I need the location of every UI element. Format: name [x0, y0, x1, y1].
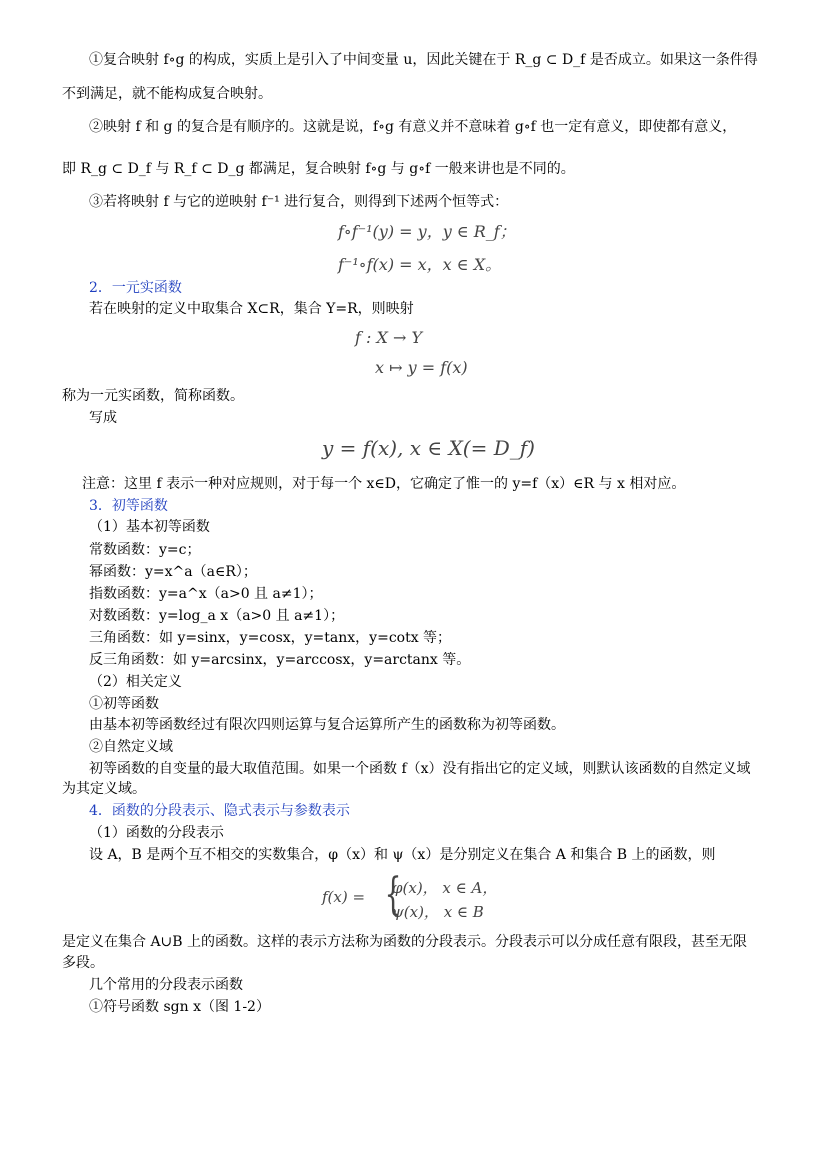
piecewise-lhs: f(x) =: [322, 888, 366, 906]
paragraph-piecewise-def-line2: 多段。: [62, 955, 104, 971]
paragraph-written-as: 写成: [89, 410, 117, 426]
paragraph-composite-order-line1: ②映射 f 和 g 的复合是有顺序的。这就是说，f∘g 有意义并不意味着 g∘f 也一定有意义，即使都有意义，: [89, 119, 737, 135]
def-elementary-title: ①初等函数: [89, 696, 159, 712]
def-natural-domain-title: ②自然定义域: [89, 739, 173, 755]
piecewise-row-2: ψ(x)， x ∈ B: [392, 903, 484, 921]
paragraph-composite-order-line2: 即 R_g ⊂ D_f 与 R_f ⊂ D_g 都满足，复合映射 f∘g 与 g∘f 一般来讲也是不同的。: [62, 161, 575, 177]
piecewise-row-1: φ(x)， x ∈ A，: [392, 879, 498, 897]
section-heading-4: 4．函数的分段表示、隐式表示与参数表示: [89, 803, 350, 819]
mapping-line-1: f : X → Y: [355, 328, 423, 347]
item-exponential-function: 指数函数：y=a^x（a>0 且 a≠1）；: [89, 586, 323, 602]
paragraph-sign-function: ①符号函数 sgn x（图 1-2）: [89, 999, 270, 1015]
item-power-function: 幂函数：y=x^a（a∈R）；: [89, 564, 257, 580]
piecewise-brace: {: [384, 869, 402, 920]
function-equation: y = f(x), x ∈ X(= D_f): [322, 436, 535, 460]
item-log-function: 对数函数：y=log_a x（a>0 且 a≠1）；: [89, 608, 345, 624]
identity-equation-2: f⁻¹∘f(x) = x，x ∈ X。: [338, 255, 502, 274]
paragraph-composite-condition-line2: 不到满足，就不能构成复合映射。: [62, 86, 272, 102]
subheading-basic-elementary: （1）基本初等函数: [89, 519, 210, 535]
def-natural-domain-line1: 初等函数的自变量的最大取值范围。如果一个函数 f（x）没有指出它的定义域，则默认该函数的自然定义域: [89, 761, 751, 777]
identity-equation-1: f∘f⁻¹(y) = y，y ∈ R_f；: [338, 222, 516, 241]
section-heading-2: 2．一元实函数: [89, 280, 182, 296]
def-natural-domain-line2: 为其定义域。: [62, 781, 146, 797]
subheading-piecewise: （1）函数的分段表示: [89, 825, 224, 841]
paragraph-composite-condition-line1: ①复合映射 f∘g 的构成，实质上是引入了中间变量 u，因此关键在于 R_g ⊂ D_f 是否成立。如果这一条件得: [89, 52, 758, 68]
paragraph-called-function: 称为一元实函数，简称函数。: [62, 388, 244, 404]
paragraph-piecewise-intro: 设 A，B 是两个互不相交的实数集合，φ（x）和 ψ（x）是分别定义在集合 A 和集合 B 上的函数，则: [89, 847, 716, 863]
paragraph-common-piecewise: 几个常用的分段表示函数: [89, 977, 243, 993]
paragraph-piecewise-def-line1: 是定义在集合 A∪B 上的函数。这样的表示方法称为函数的分段表示。分段表示可以分成任意有限段，甚至无限: [62, 934, 748, 950]
paragraph-real-function-def: 若在映射的定义中取集合 X⊂R，集合 Y=R，则映射: [89, 301, 414, 317]
subheading-related-defs: （2）相关定义: [89, 674, 182, 690]
item-trig-function: 三角函数：如 y=sinx，y=cosx，y=tanx，y=cotx 等；: [89, 630, 452, 646]
section-heading-3: 3．初等函数: [89, 498, 168, 514]
mapping-line-2: x ↦ y = f(x): [375, 358, 468, 377]
item-inverse-trig-function: 反三角函数：如 y=arcsinx，y=arccosx，y=arctanx 等。: [89, 652, 471, 668]
paragraph-inverse-composition: ③若将映射 f 与它的逆映射 f⁻¹ 进行复合，则得到下述两个恒等式：: [89, 194, 509, 210]
def-elementary-text: 由基本初等函数经过有限次四则运算与复合运算所产生的函数称为初等函数。: [89, 717, 565, 733]
paragraph-note: 注意：这里 f 表示一种对应规则，对于每一个 x∈D，它确定了惟一的 y=f（x）∈R 与 x 相对应。: [82, 476, 686, 492]
item-constant-function: 常数函数：y=c；: [89, 542, 201, 558]
